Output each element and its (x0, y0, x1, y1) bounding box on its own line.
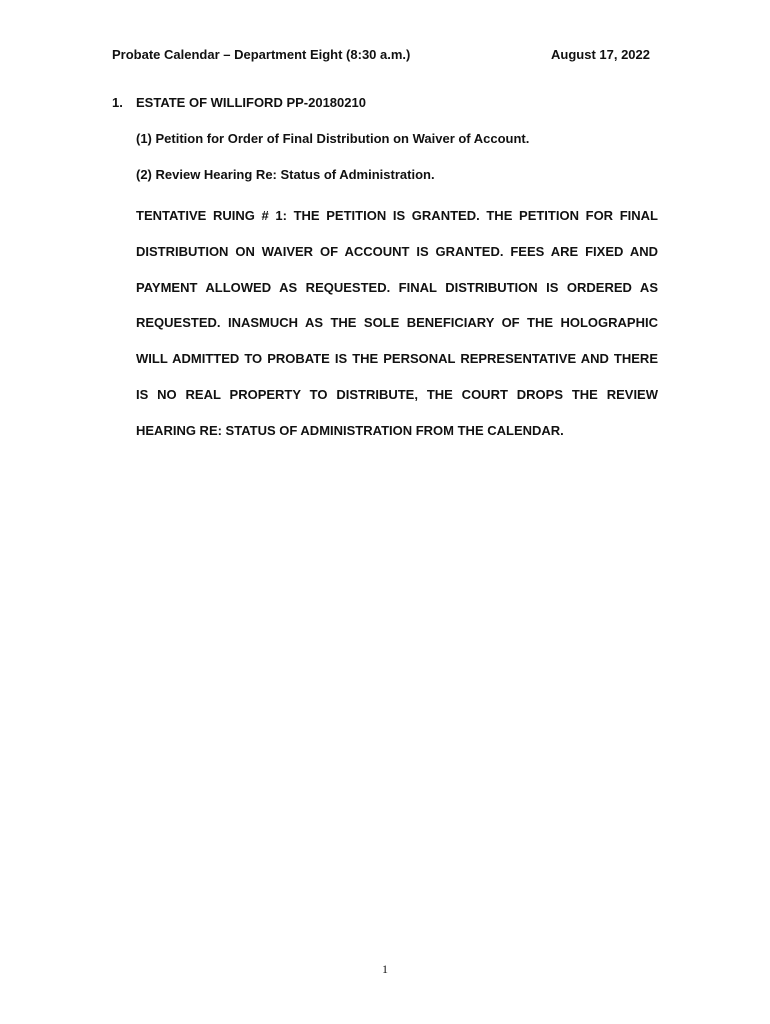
calendar-title: Probate Calendar – Department Eight (8:30 a.m.) (112, 47, 411, 62)
calendar-date: August 17, 2022 (551, 47, 650, 62)
case-number: 1. (112, 95, 123, 110)
case-heading (112, 95, 366, 110)
page-number: 1 (382, 962, 388, 976)
tentative-ruling: TENTATIVE RUING # 1: THE PETITION IS GRANTED. THE PETITION FOR FINAL DISTRIBUTION ON WAIVER OF ACCOUNT IS GRANTED. FEES ARE FIXED AND PAYMENT ALLOWED AS REQUESTED. FINAL DISTRIBUTION IS ORDERED AS REQUESTED. INASMUCH AS THE SOLE BENEFICIARY OF THE HOLOGRAPHIC WILL ADMITTED TO PROBATE IS THE PERSONAL REPRESENTATIVE AND THERE IS NO REAL PROPERTY TO DISTRIBUTE, THE COURT DROPS THE REVIEW HEARING RE: STATUS OF ADMINISTRATION FROM THE CALENDAR. (136, 208, 658, 438)
matter-item-1: (1) Petition for Order of Final Distribution on Waiver of Account. (136, 131, 530, 146)
case-title: ESTATE OF WILLIFORD PP-20180210 (136, 95, 366, 110)
matter-item-2: (2) Review Hearing Re: Status of Administration. (136, 167, 435, 182)
